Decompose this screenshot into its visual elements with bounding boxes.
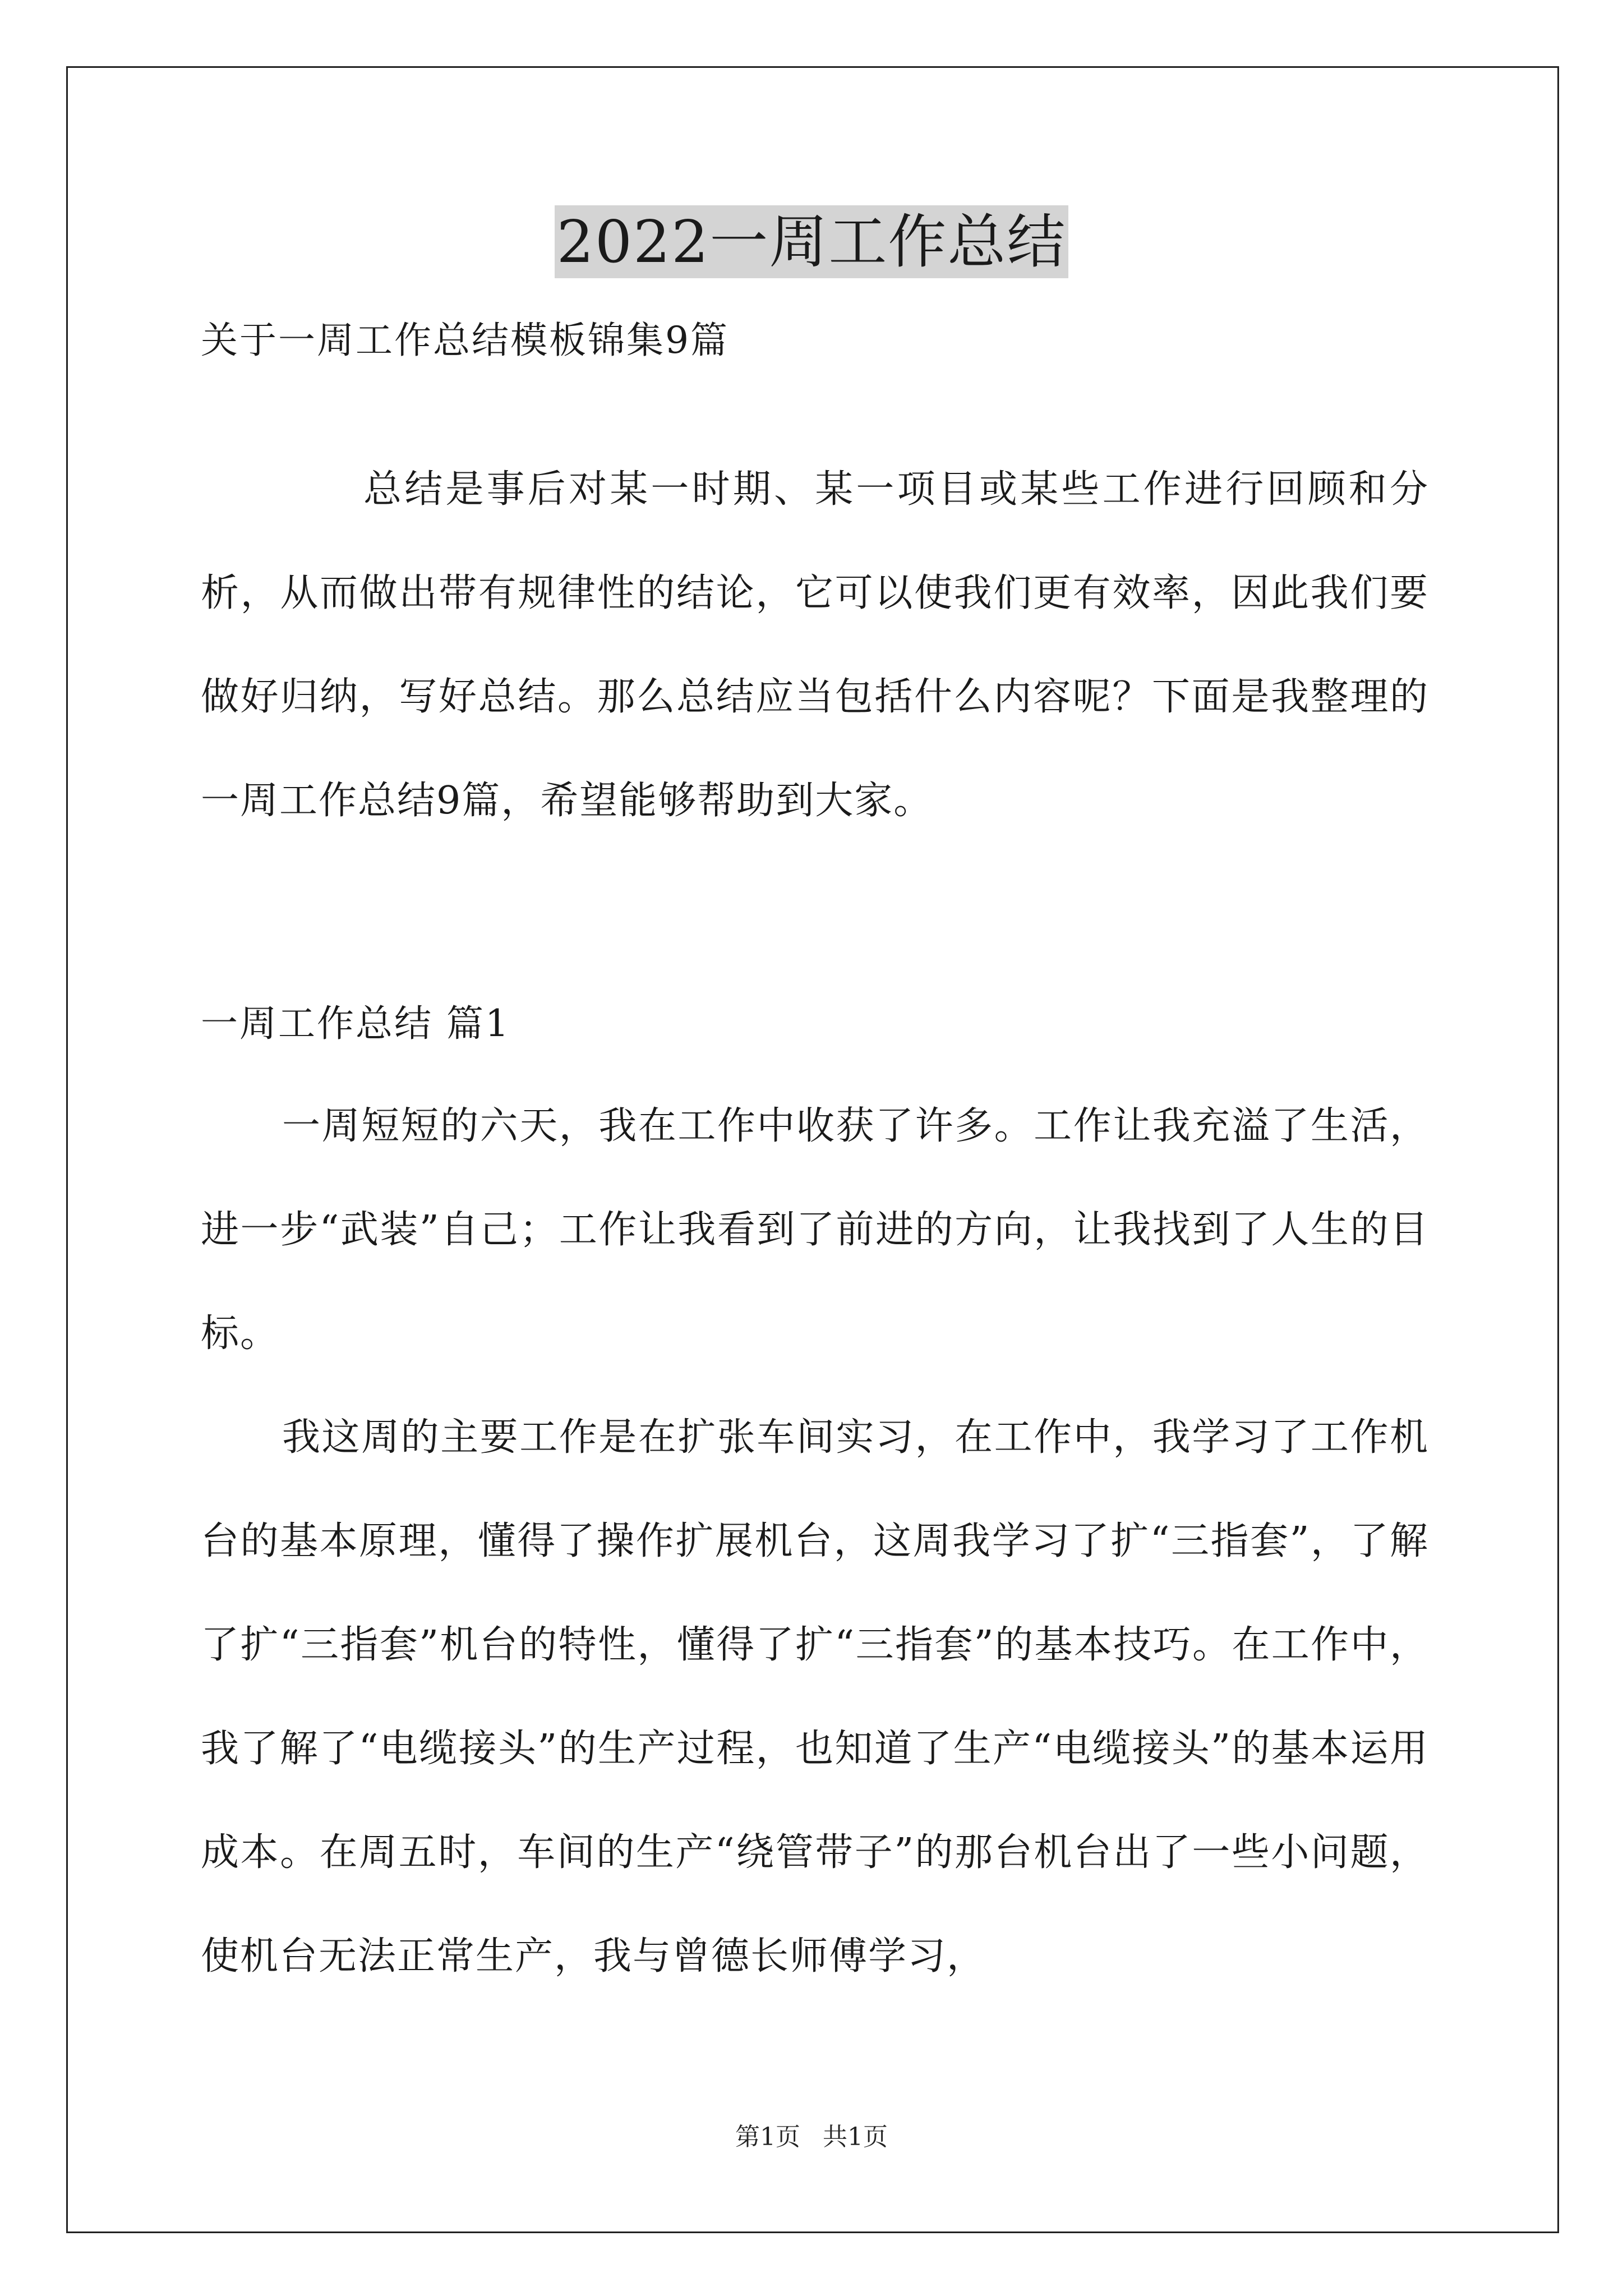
intro-section bbox=[201, 438, 1429, 853]
intro-paragraph: 总结是事后对某一时期、某一项目或某些工作进行回顾和分析，从而做出带有规律性的结论，它可以使我们更有效率，因此我们要做好归纳，写好总结。那么总结应当包括什么内容呢？下面是我整理的一周工作总结9篇，希望能够帮助到大家。 bbox=[201, 467, 1429, 823]
document-title-container bbox=[0, 205, 1623, 284]
document-subtitle: 关于一周工作总结模板锦集9篇 bbox=[201, 319, 729, 362]
page-number-current: 第1页 bbox=[735, 2123, 800, 2151]
section-body bbox=[201, 1074, 1429, 2008]
body-paragraph-2: 我这周的主要工作是在扩张车间实习，在工作中，我学习了工作机台的基本原理，懂得了操作扩展机台，这周我学习了扩“三指套”，了解了扩“三指套”机台的特性，懂得了扩“三指套”的基本技巧。在工作中，我了解了“电缆接头”的生产过程，也知道了生产“电缆接头”的基本运用成本。在周五时，车间的生产“绕管带子”的那台机台出了一些小问题，使机台无法正常生产，我与曾德长师傅学习， bbox=[201, 1415, 1429, 1978]
section-heading: 一周工作总结 篇1 bbox=[201, 1002, 510, 1045]
page-number-total: 共1页 bbox=[823, 2123, 888, 2151]
body-paragraph-1: 一周短短的六天，我在工作中收获了许多。工作让我充溢了生活，进一步“武装”自己；工作让我看到了前进的方向，让我找到了人生的目标。 bbox=[201, 1104, 1429, 1356]
page-footer bbox=[0, 2120, 1623, 2154]
document-title: 2022一周工作总结 bbox=[555, 205, 1069, 278]
